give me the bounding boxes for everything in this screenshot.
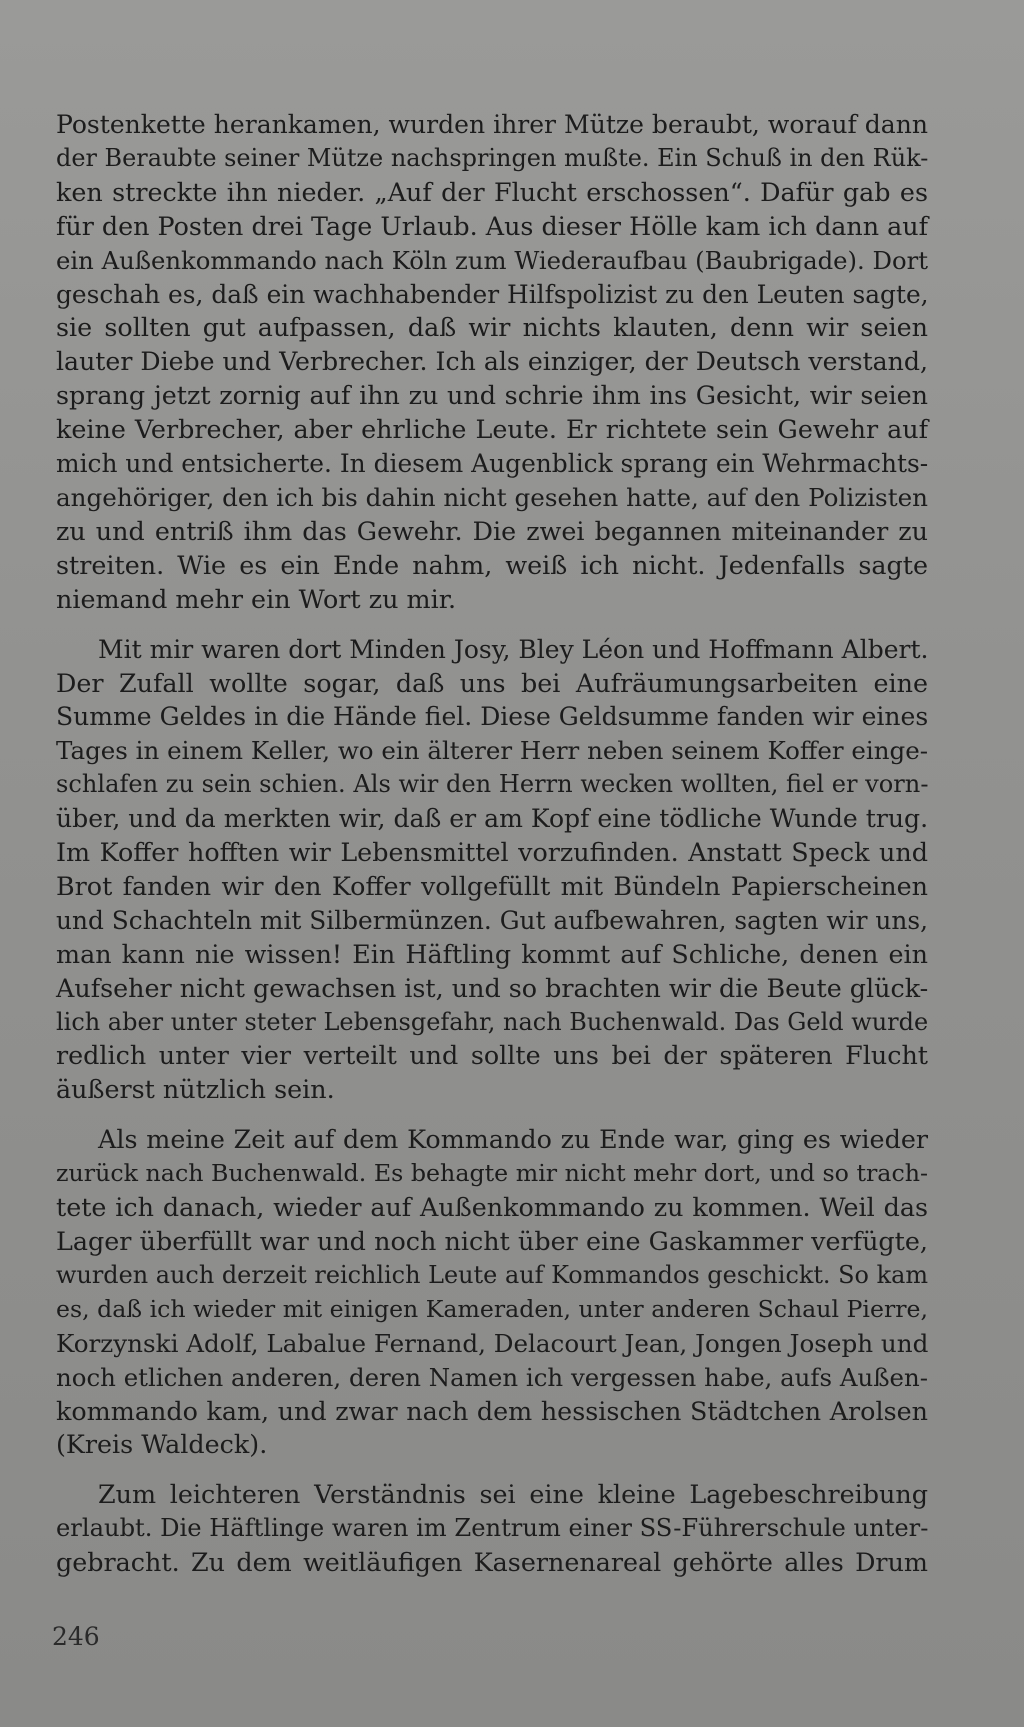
text-line: Korzynski Adolf, Labalue Fernand, Delacourt Jean, Jongen Joseph und <box>56 1328 929 1358</box>
text-line: Tages in einem Keller, wo ein älterer Herr neben seinem Koffer einge- <box>56 736 928 766</box>
text-line: und Schachteln mit Silbermünzen. Gut aufbewahren, sagten wir uns, <box>56 905 928 935</box>
text-line: ken streckte ihn nieder. „Auf der Flucht erschossen“. Dafür gab es <box>56 176 928 207</box>
text-line: Der Zufall wollte sogar, daß uns bei Aufräumungsarbeiten eine <box>56 667 928 698</box>
text-line: mich und entsicherte. In diesem Augenblick sprang ein Wehrmachts- <box>56 449 929 479</box>
text-line: Brot fanden wir den Koffer vollgefüllt mit Bündeln Papierscheinen <box>56 870 928 901</box>
page-number: 246 <box>52 1622 100 1651</box>
text-line: Als meine Zeit auf dem Kommando zu Ende war, ging es wieder <box>98 1124 928 1155</box>
text-line: redlich unter vier verteilt und sollte uns bei der späteren Flucht <box>56 1040 928 1071</box>
text-line: erlaubt. Die Häftlinge waren im Zentrum einer SS-Führerschule unter- <box>56 1514 929 1543</box>
body-text <box>56 108 928 1580</box>
text-line: gebracht. Zu dem weitläufigen Kasernenareal gehörte alles Drum <box>56 1547 928 1578</box>
paragraph-3 <box>56 1123 928 1462</box>
paragraph-1 <box>56 108 928 617</box>
text-line: (Kreis Waldeck). <box>56 1429 268 1460</box>
text-line: äußerst nützlich sein. <box>56 1074 335 1105</box>
text-line: Zum leichteren Verständnis sei eine kleine Lagebeschreibung <box>98 1479 928 1510</box>
text-line: man kann nie wissen! Ein Häftling kommt auf Schliche, denen ein <box>56 938 928 969</box>
text-line: sprang jetzt zornig auf ihn zu und schrie ihm ins Gesicht, wir seien <box>56 380 928 411</box>
text-line: lich aber unter steter Lebensgefahr, nach Buchenwald. Das Geld wurde <box>56 1007 929 1036</box>
text-line: angehöriger, den ich bis dahin nicht gesehen hatte, auf den Polizisten <box>56 482 928 512</box>
paragraph-gap <box>56 1462 928 1478</box>
paragraph-gap <box>56 1107 928 1123</box>
text-line: wurden auch derzeit reichlich Leute auf Kommandos geschickt. So kam <box>56 1260 928 1289</box>
text-line: niemand mehr ein Wort zu mir. <box>56 583 457 614</box>
text-line: für den Posten drei Tage Urlaub. Aus dieser Hölle kam ich dann auf <box>56 210 928 241</box>
text-line: schlafen zu sein schien. Als wir den Herrn wecken wollten, fiel er vorn- <box>56 770 929 799</box>
text-line: noch etlichen anderen, deren Namen ich vergessen habe, aufs Außen- <box>56 1362 928 1392</box>
paragraph-gap <box>56 617 928 633</box>
text-line: geschah es, daß ein wachhabender Hilfspolizist zu den Leuten sagte, <box>56 279 929 309</box>
paragraph-4 <box>56 1478 928 1580</box>
text-line: sie sollten gut aufpassen, daß wir nichts klauten, denn wir seien <box>56 312 928 343</box>
text-line: Lager überfüllt war und noch nicht über eine Gaskammer verfügte, <box>56 1226 928 1256</box>
text-line: streiten. Wie es ein Ende nahm, weiß ich nicht. Jedenfalls sagte <box>56 549 928 580</box>
text-line: es, daß ich wieder mit einigen Kameraden, unter anderen Schaul Pierre, <box>56 1294 928 1323</box>
text-line: zu und entriß ihm das Gewehr. Die zwei begannen miteinander zu <box>56 515 928 546</box>
text-line: Mit mir waren dort Minden Josy, Bley Léon und Hoffmann Albert. <box>98 634 929 664</box>
text-line: Summe Geldes in die Hände fiel. Diese Geldsumme fanden wir eines <box>56 702 929 732</box>
text-line: über, und da merkten wir, daß er am Kopf eine tödliche Wunde trug. <box>56 804 929 834</box>
text-line: keine Verbrecher, aber ehrliche Leute. Er richtete sein Gewehr auf <box>56 414 928 445</box>
text-line: der Beraubte seiner Mütze nachspringen mußte. Ein Schuß in den Rük- <box>56 143 929 172</box>
text-line: Im Koffer hofften wir Lebensmittel vorzufinden. Anstatt Speck und <box>56 837 928 868</box>
paragraph-2 <box>56 633 928 1108</box>
text-line: zurück nach Buchenwald. Es behagte mir nicht mehr dort, und so trach- <box>56 1159 928 1188</box>
text-line: Postenkette herankamen, wurden ihrer Mütze beraubt, worauf dann <box>56 110 928 139</box>
text-line: Aufseher nicht gewachsen ist, und so brachten wir die Beute glück- <box>56 972 929 1003</box>
text-line: lauter Diebe und Verbrecher. Ich als einziger, der Deutsch verstand, <box>56 347 929 377</box>
text-line: tete ich danach, wieder auf Außenkommando zu kommen. Weil das <box>56 1192 928 1223</box>
text-line: kommando kam, und zwar nach dem hessischen Städtchen Arolsen <box>56 1395 928 1426</box>
text-line: ein Außenkommando nach Köln zum Wiederaufbau (Baubrigade). Dort <box>56 245 928 275</box>
